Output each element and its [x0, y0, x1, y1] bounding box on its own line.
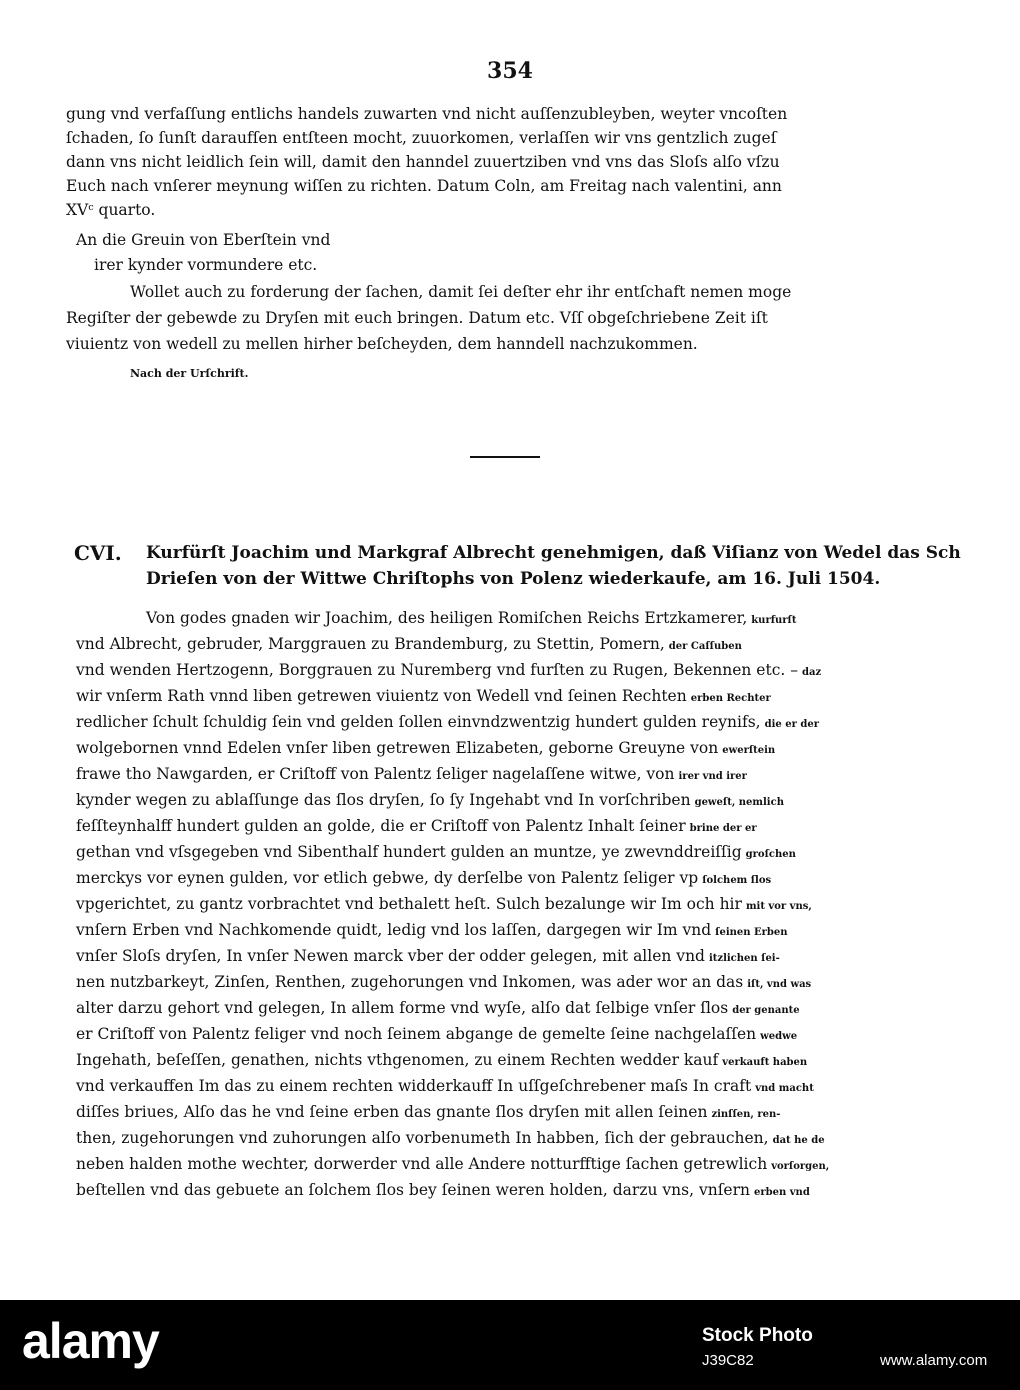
- stock-photo-label: Stock Photo: [702, 1325, 813, 1346]
- page-number: 354: [487, 58, 533, 84]
- text-line: er Criſtoff von Palentz feliger vnd noch ſeinem abgange de gemelte ſeine nachgelaſſen wedwe: [76, 1025, 798, 1043]
- text-line: frawe tho Nawgarden, er Criſtoff von Palentz ſeliger nagelaſſene witwe, von irer vnd irer: [76, 765, 747, 783]
- text-line: An die Greuin von Eberſtein vnd: [76, 231, 331, 249]
- text-line: nen nutzbarkeyt, Zinſen, Renthen, zugehorungen vnd Inkomen, was ader wor an das iſt, vnd was: [76, 973, 812, 991]
- text-line: vnſer Sloſs dryſen, In vnſer Newen marck vber der odder gelegen, mit allen vnd itzlichen ſei-: [76, 947, 780, 965]
- text-line: Wollet auch zu forderung der ſachen, damit ſei deſter ehr ihr entſchaft nemen moge: [130, 283, 792, 301]
- image-id: J39C82: [702, 1352, 754, 1369]
- text-line: Ingehath, beſeſſen, genathen, nichts vthgenomen, zu einem Rechten wedder kauf verkauft haben: [76, 1051, 808, 1069]
- text-line: vnd wenden Hertzogenn, Borggrauen zu Nuremberg vnd furſten zu Rugen, Bekennen etc. – daz: [76, 661, 822, 679]
- source-note: Nach der Urſchrift.: [130, 367, 249, 380]
- section-title-line: Drieſen von der Wittwe Chriſtophs von Polenz wiederkaufe, am 16. Juli 1504.: [146, 569, 881, 589]
- website-link[interactable]: www.alamy.com: [880, 1352, 988, 1369]
- text-line: alter darzu gehort vnd gelegen, In allem forme vnd wyſe, alſo dat ſelbige vnſer ſlos der genante: [76, 999, 800, 1017]
- text-line: XVᶜ quarto.: [66, 201, 156, 219]
- text-line: then, zugehorungen vnd zuhorungen alſo vorbenumeth In habben, ſich der gebrauchen, dat he de: [76, 1129, 825, 1147]
- text-line: redlicher ſchult ſchuldig ſein vnd gelden ſollen einvndzwentzig hundert gulden reynifs, die er der: [76, 713, 819, 731]
- text-line: wolgebornen vnnd Edelen vnſer liben getrewen Elizabeten, geborne Greuyne von ewerſtein: [76, 739, 776, 757]
- text-line: dann vns nicht leidlich ſein will, damit den hanndel zuuertziben vnd vns das Sloſs alſo vſzu: [66, 153, 780, 171]
- text-line: gethan vnd vſsgegeben vnd Sibenthalf hundert gulden an muntze, ye zwevnddreiſſig groſchen: [76, 843, 796, 861]
- section-divider: [470, 456, 540, 458]
- text-line: vnd verkauffen Im das zu einem rechten widderkauff In uſſgeſchrebener maſs In craft vnd macht: [76, 1077, 814, 1095]
- text-line: vnſern Erben vnd Nachkomende quidt, ledig vnd los laſſen, dargegen wir Im vnd ſeinen Erben: [76, 921, 788, 939]
- text-line: viuientz von wedell zu mellen hirher beſcheyden, dem hanndell nachzukommen.: [66, 335, 698, 353]
- text-line: Euch nach vnſerer meynung wiſſen zu richten. Datum Coln, am Freitag nach valentini, ann: [66, 177, 782, 195]
- text-line: vpgerichtet, zu gantz vorbrachtet vnd bethalett heſt. Sulch bezalunge wir Im och hir mit vor vns,: [76, 895, 812, 913]
- text-line: wir vnſerm Rath vnnd liben getrewen viuientz von Wedell vnd ſeinen Rechten erben Rechter: [76, 687, 771, 705]
- section-title-line: Kurfürſt Joachim und Markgraf Albrecht genehmigen, daß Viſianz von Wedel das Sch: [146, 543, 961, 563]
- alamy-logo: alamy: [22, 1313, 159, 1369]
- text-line: ſchaden, ſo ſunſt daraufſen entſteen mocht, zuuorkomen, verlaſſen wir vns gentzlich zugeſ: [66, 129, 777, 147]
- text-line: neben halden mothe wechter, dorwerder vnd alle Andere notturfftige ſachen getrewlich vorſorgen,: [76, 1155, 830, 1173]
- section-number: CVI.: [74, 541, 122, 565]
- text-line: diſſes briues, Alſo das he vnd ſeine erben das gnante ſlos dryſen mit allen ſeinen zinſſen, ren-: [76, 1103, 781, 1121]
- text-line: irer kynder vormundere etc.: [94, 256, 318, 274]
- text-line: Regiſter der gebewde zu Dryſen mit euch bringen. Datum etc. Vſſ obgeſchriebene Zeit iſt: [66, 309, 768, 327]
- text-line: merckys vor eynen gulden, vor etlich gebwe, dy derſelbe von Palentz ſeliger vp ſolchem ſlos: [76, 869, 772, 887]
- text-line: beſtellen vnd das gebuete an ſolchem ſlos bey ſeinen weren holden, darzu vns, vnſern erben vnd: [76, 1181, 810, 1199]
- text-line: kynder wegen zu ablaſſunge das ſlos dryſen, ſo ſy Ingehabt vnd In vorſchriben geweſt, nemlich: [76, 791, 784, 809]
- text-line: gung vnd verfaſſung entlichs handels zuwarten vnd nicht auſſenzubleyben, weyter vncoſten: [66, 105, 788, 123]
- text-line: feſſteynhalff hundert gulden an golde, die er Criſtoff von Palentz Inhalt ſeiner brine der er: [76, 817, 757, 835]
- text-line: Von godes gnaden wir Joachim, des heiligen Romiſchen Reichs Ertzkamerer, kurfurſt: [146, 609, 797, 627]
- text-line: vnd Albrecht, gebruder, Marggrauen zu Brandemburg, zu Stettin, Pomern, der Caſſuben: [76, 635, 742, 653]
